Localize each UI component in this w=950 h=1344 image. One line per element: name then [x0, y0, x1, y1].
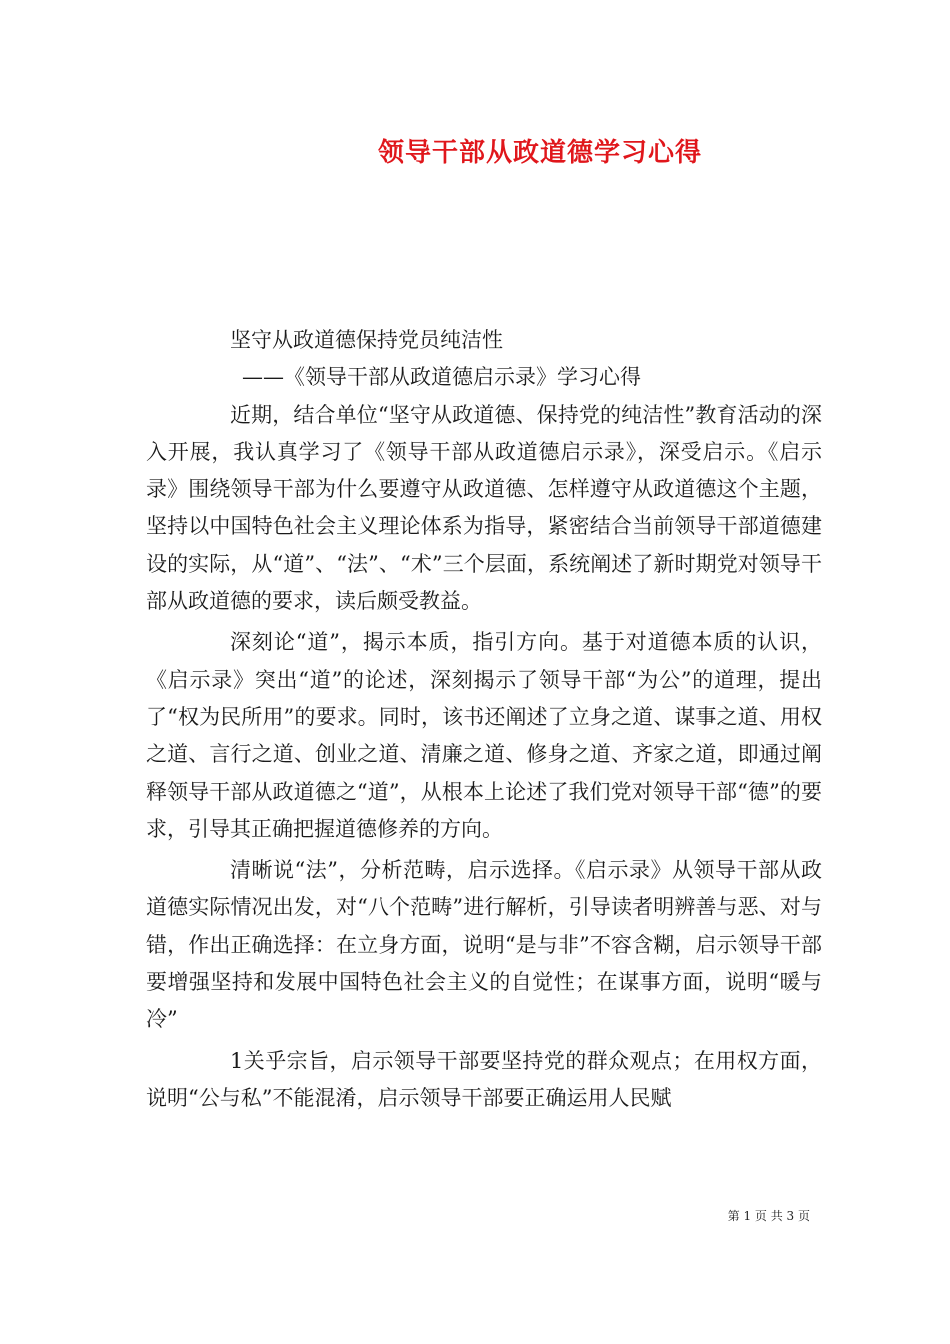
paragraph: 深刻论“道”，揭示本质，指引方向。基于对道德本质的认识，《启示录》突出“道”的论述，深刻揭示了领导干部“为公”的道理，提出了“权为民所用”的要求。同时，该书还阐述了立身之道、谋事之道、用权之道、言行之道、创业之道、清廉之道、修身之道、齐家之道，即通过阐释领导干部从政道德之“道”，从根本上论述了我们党对领导干部“德”的要求，引导其正确把握道德修养的方向。 [146, 630, 822, 841]
paragraph: 1关乎宗旨，启示领导干部要坚持党的群众观点；在用权方面，说明“公与私”不能混淆，启示领导干部要正确运用人民赋 [146, 1048, 822, 1110]
document-body [146, 322, 822, 1117]
page-footer: 第 1 页 共 3 页 [727, 1209, 810, 1223]
article-source-line: ——《领导干部从政道德启示录》学习心得 [242, 365, 641, 390]
article-subtitle: 坚守从政道德保持党员纯洁性 [230, 328, 503, 352]
page-title: 领导干部从政道德学习心得 [377, 138, 702, 168]
paragraph: 清晰说“法”，分析范畴，启示选择。《启示录》从领导干部从政道德实际情况出发，对“八个范畴”进行解析，引导读者明辨善与恶、对与错，作出正确选择：在立身方面，说明“是与非”不容含糊，启示领导干部要增强坚持和发展中国特色社会主义的自觉性；在谋事方面，说明“暖与冷” [146, 858, 822, 1032]
paragraph: 近期，结合单位“坚守从政道德、保持党的纯洁性”教育活动的深入开展，我认真学习了《领导干部从政道德启示录》，深受启示。《启示录》围绕领导干部为什么要遵守从政道德、怎样遵守从政道德这个主题，坚持以中国特色社会主义理论体系为指导，紧密结合当前领导干部道德建设的实际，从“道”、“法”、“术”三个层面，系统阐述了新时期党对领导干部从政道德的要求，读后颇受教益。 [146, 402, 822, 614]
